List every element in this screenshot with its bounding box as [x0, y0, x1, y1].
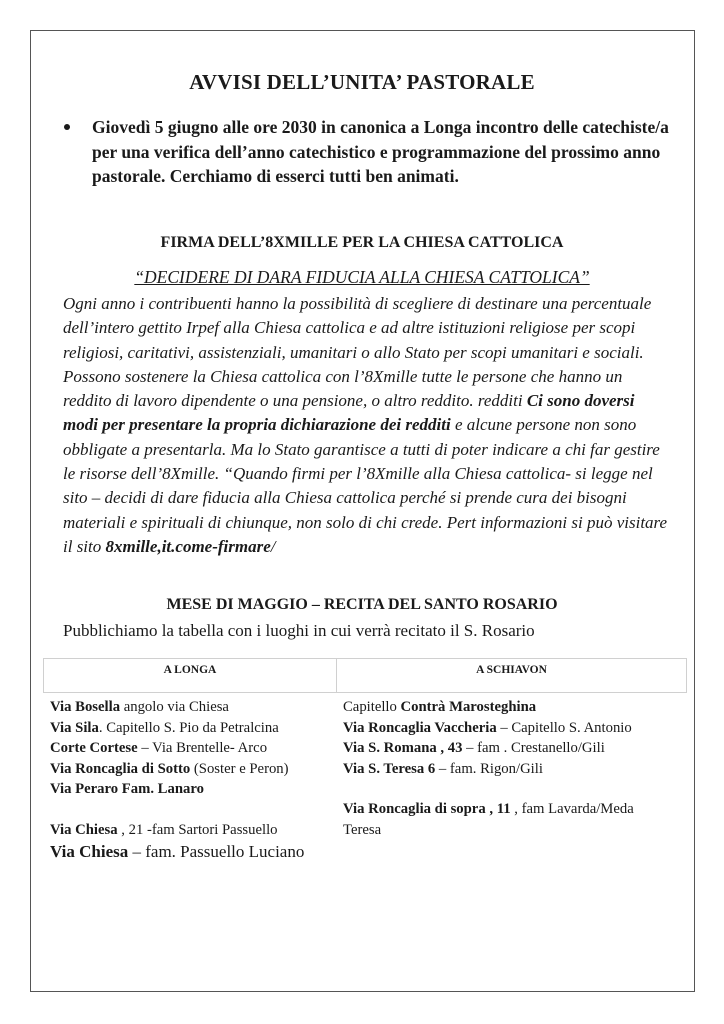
- location-detail: (Soster e Peron): [190, 760, 289, 777]
- list-item: [343, 759, 673, 780]
- location-detail: , 21 -fam Sartori Passuello: [117, 821, 278, 838]
- notice-item: [70, 115, 670, 189]
- rosario-intro: Pubblichiamo la tabella con i luoghi in cui verrà recitato il S. Rosario: [63, 621, 535, 640]
- location-name: Via Chiesa: [50, 821, 118, 838]
- location-detail: – Capitello S. Antonio: [496, 719, 632, 736]
- list-item: [50, 738, 330, 759]
- location-name: Via Roncaglia di Sotto: [50, 760, 191, 777]
- location-detail: – Via Brentelle- Arco: [137, 740, 268, 756]
- location-detail: – fam. Rigon/Gili: [435, 760, 543, 777]
- spacer: [343, 779, 673, 799]
- location-detail: . Capitello S. Pio da Petralcina: [98, 719, 279, 736]
- page-title: AVVISI DELL’UNITA’ PASTORALE: [189, 70, 535, 94]
- location-name: Via S. Romana , 43: [343, 740, 463, 756]
- location-detail: – fam. Passuello Luciano: [128, 842, 305, 861]
- schiavon-column: [343, 697, 673, 840]
- firma-text-1: Ogni anno i contribuenti hanno la possibilità di scegliere di destinare una percentuale dell’intero gettito Irpef alla Chiesa cattolica e ad altre istituzioni religiose per scopi religiosi, caritativi, assistenziali, umanitari o allo Stato per scopi umanitari e sociali. Possono sostenere la Chiesa cattolica con l’8Xmille tutte le persone che hanno un reddito di lavoro dipendente o una pensione, o altro reddito. redditi: [63, 294, 652, 411]
- list-item: [343, 738, 673, 759]
- site-link[interactable]: 8xmille,it.come-firmare: [105, 536, 271, 556]
- spacer: [50, 800, 330, 820]
- firma-paragraph: [63, 292, 673, 559]
- location-detail: – fam . Crestanello/Gili: [462, 740, 605, 756]
- list-item: [50, 759, 330, 780]
- location-name: Via Chiesa: [50, 842, 129, 861]
- location-name: Corte Cortese: [50, 740, 138, 756]
- list-item: [50, 779, 330, 800]
- location-detail: angolo via Chiesa: [120, 699, 229, 715]
- list-item: [343, 697, 673, 718]
- location-detail: , fam Lavarda/Meda Teresa: [343, 801, 634, 838]
- bullet-icon: [64, 124, 70, 130]
- list-item: [343, 718, 673, 739]
- rosario-heading: MESE DI MAGGIO – RECITA DEL SANTO ROSARIO: [166, 596, 558, 613]
- firma-heading: FIRMA DELL’8XMILLE PER LA CHIESA CATTOLICA: [160, 234, 564, 251]
- list-item: [50, 697, 330, 718]
- firma-text-2: e alcune persone non sono obbligate a presentarla. Ma lo Stato garantisce a tutti di poter indicare a chi far gestire le risorse dell’8Xmille. “Quando firmi per l’8Xmille alla Chiesa cattolica- si legge nel sito – decidi di dare fiducia alla Chiesa cattolica perché si prende cura dei bisogni materiali e spirituali di chiunque, non solo di chi crede. Pert informazioni si può visitare il sito: [63, 415, 668, 556]
- location-name: Via Bosella: [50, 699, 121, 715]
- location-name: Via Peraro Fam. Lanaro: [50, 781, 204, 797]
- site-tail: /: [270, 536, 276, 556]
- list-item: [50, 718, 330, 739]
- list-item: [343, 799, 673, 840]
- firma-bold-text: Ci sono doversi modi per presentare la propria dichiarazione dei redditi: [63, 391, 635, 435]
- location-name: Via S. Teresa 6: [343, 760, 436, 777]
- notice-text: Giovedì 5 giugno alle ore 2030 in canonica a Longa incontro delle catechiste/a per una verifica dell’anno catechistico e programmazione del prossimo anno pastorale. Cerchiamo di esserci tutti ben animati.: [92, 117, 669, 186]
- location-name: Contrà Marosteghina: [400, 699, 537, 715]
- location-name: Via Roncaglia Vaccheria: [343, 719, 497, 736]
- location-prefix: Capitello: [343, 699, 401, 715]
- longa-column: [50, 697, 330, 864]
- table-header-longa: A LONGA: [43, 658, 337, 693]
- firma-subtitle: “DECIDERE DI DARA FIDUCIA ALLA CHIESA CATTOLICA”: [134, 267, 590, 287]
- table-header-schiavon: A SCHIAVON: [336, 658, 687, 693]
- list-item: [50, 820, 330, 841]
- list-item: [50, 840, 330, 864]
- location-name: Via Sila: [50, 719, 99, 736]
- location-name: Via Roncaglia di sopra , 11: [343, 801, 511, 817]
